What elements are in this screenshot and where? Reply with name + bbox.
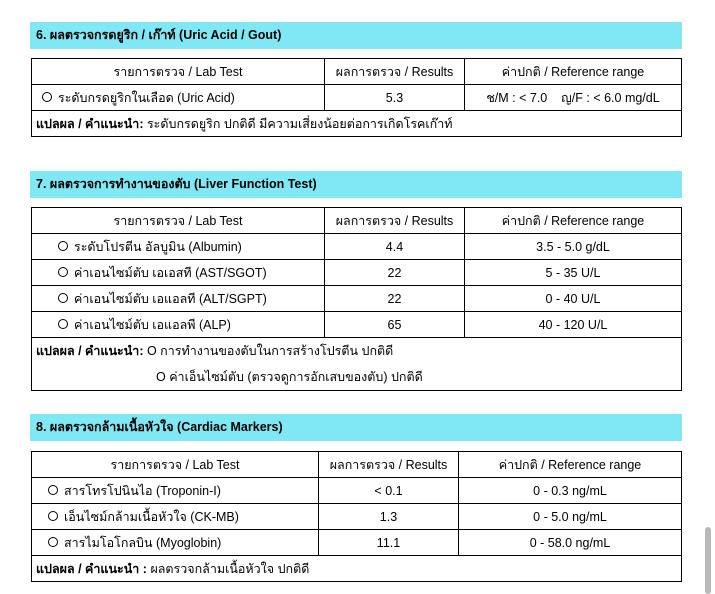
reference-range-cell: 40 - 120 U/L bbox=[465, 312, 682, 338]
interpretation-text: O การทำงานของตับในการสร้างโปรตีน ปกติดี bbox=[146, 344, 394, 358]
interpretation-label: แปลผล / คำแนะนำ: bbox=[36, 116, 144, 131]
table-row bbox=[32, 504, 682, 530]
interpretation-text: ระดับกรดยูริก ปกติดี มีความเสี่ยงน้อยต่อการเกิดโรคเก๊าท์ bbox=[146, 116, 453, 131]
lab-test-cell bbox=[32, 530, 319, 556]
section-title-liver-function: 7. ผลตรวจการทำงานของตับ (Liver Function Test) bbox=[30, 171, 682, 198]
col-header-reference-range: ค่าปกติ / Reference range bbox=[465, 59, 682, 85]
interpretation-label: แปลผล / คำแนะนำ : bbox=[36, 561, 147, 576]
result-cell: 4.4 bbox=[325, 234, 465, 260]
table-row bbox=[32, 478, 682, 504]
circle-bullet-icon bbox=[42, 92, 52, 102]
col-header-lab-test: รายการตรวจ / Lab Test bbox=[32, 452, 319, 478]
reference-range-cell: ช/M : < 7.0 ญ/F : < 6.0 mg/dL bbox=[465, 85, 682, 111]
interpretation-row bbox=[32, 338, 682, 391]
interpretation-cell bbox=[32, 556, 682, 582]
lab-test-cell bbox=[32, 478, 319, 504]
lab-test-cell bbox=[32, 286, 325, 312]
col-header-lab-test: รายการตรวจ / Lab Test bbox=[32, 208, 325, 234]
reference-range-cell: 0 - 5.0 ng/mL bbox=[459, 504, 682, 530]
result-cell: 65 bbox=[325, 312, 465, 338]
cardiac-markers-table bbox=[31, 451, 682, 582]
circle-bullet-icon bbox=[48, 511, 58, 521]
result-cell: 11.1 bbox=[319, 530, 459, 556]
reference-range-cell: 0 - 40 U/L bbox=[465, 286, 682, 312]
section-title-uric-acid: 6. ผลตรวจกรดยูริก / เก๊าท์ (Uric Acid / Gout) bbox=[30, 22, 682, 49]
table-header-row bbox=[32, 208, 682, 234]
scrollbar-thumb[interactable] bbox=[705, 527, 711, 594]
col-header-results: ผลการตรวจ / Results bbox=[325, 59, 465, 85]
liver-function-table bbox=[31, 207, 682, 391]
table-row bbox=[32, 234, 682, 260]
result-cell: 1.3 bbox=[319, 504, 459, 530]
col-header-results: ผลการตรวจ / Results bbox=[325, 208, 465, 234]
reference-range-cell: 3.5 - 5.0 g/dL bbox=[465, 234, 682, 260]
table-row bbox=[32, 286, 682, 312]
lab-test-name: เอ็นไซม์กล้ามเนื้อหัวใจ (CK-MB) bbox=[64, 509, 239, 524]
section-title-cardiac-markers: 8. ผลตรวจกล้ามเนื้อหัวใจ (Cardiac Markers) bbox=[30, 414, 682, 441]
lab-test-name: ค่าเอนไซม์ตับ เอแอลพี (ALP) bbox=[74, 317, 231, 332]
table-row bbox=[32, 85, 682, 111]
lab-test-name: สารไมโอโกลบิน (Myoglobin) bbox=[64, 535, 222, 550]
lab-test-name: ค่าเอนไซม์ตับ เอเอสที (AST/SGOT) bbox=[74, 265, 267, 280]
circle-bullet-icon bbox=[58, 241, 68, 251]
result-cell: < 0.1 bbox=[319, 478, 459, 504]
table-header-row bbox=[32, 59, 682, 85]
interpretation-text: ผลตรวจกล้ามเนื้อหัวใจ ปกติดี bbox=[150, 561, 310, 576]
interpretation-cell bbox=[32, 338, 682, 391]
circle-bullet-icon bbox=[48, 537, 58, 547]
lab-test-cell bbox=[32, 504, 319, 530]
result-cell: 22 bbox=[325, 286, 465, 312]
lab-test-name: ระดับโปรตีน อัลบูมิน (Albumin) bbox=[74, 239, 242, 254]
uric-acid-table bbox=[31, 58, 682, 137]
interpretation-row bbox=[32, 111, 682, 137]
circle-bullet-icon bbox=[48, 485, 58, 495]
reference-range-cell: 0 - 58.0 ng/mL bbox=[459, 530, 682, 556]
circle-bullet-icon bbox=[58, 293, 68, 303]
col-header-reference-range: ค่าปกติ / Reference range bbox=[459, 452, 682, 478]
table-row bbox=[32, 260, 682, 286]
table-row bbox=[32, 312, 682, 338]
lab-test-cell bbox=[32, 85, 325, 111]
col-header-lab-test: รายการตรวจ / Lab Test bbox=[32, 59, 325, 85]
reference-range-cell: 0 - 0.3 ng/mL bbox=[459, 478, 682, 504]
lab-test-name: สารโทรโปนินไอ (Troponin-I) bbox=[64, 483, 221, 498]
lab-test-cell bbox=[32, 260, 325, 286]
reference-range-cell: 5 - 35 U/L bbox=[465, 260, 682, 286]
circle-bullet-icon bbox=[58, 267, 68, 277]
table-row bbox=[32, 530, 682, 556]
interpretation-label: แปลผล / คำแนะนำ: bbox=[36, 344, 144, 358]
col-header-reference-range: ค่าปกติ / Reference range bbox=[465, 208, 682, 234]
lab-test-name: ระดับกรดยูริกในเลือด (Uric Acid) bbox=[58, 90, 235, 105]
col-header-results: ผลการตรวจ / Results bbox=[319, 452, 459, 478]
lab-test-cell bbox=[32, 234, 325, 260]
table-header-row bbox=[32, 452, 682, 478]
result-cell: 22 bbox=[325, 260, 465, 286]
interpretation-row bbox=[32, 556, 682, 582]
lab-test-cell bbox=[32, 312, 325, 338]
interpretation-text-2: O ค่าเอ็นไซม์ตับ (ตรวจดูการอักเสบของตับ) ปกติดี bbox=[156, 370, 423, 384]
circle-bullet-icon bbox=[58, 319, 68, 329]
interpretation-cell bbox=[32, 111, 682, 137]
result-cell: 5.3 bbox=[325, 85, 465, 111]
lab-test-name: ค่าเอนไซม์ตับ เอแอลที (ALT/SGPT) bbox=[74, 291, 267, 306]
